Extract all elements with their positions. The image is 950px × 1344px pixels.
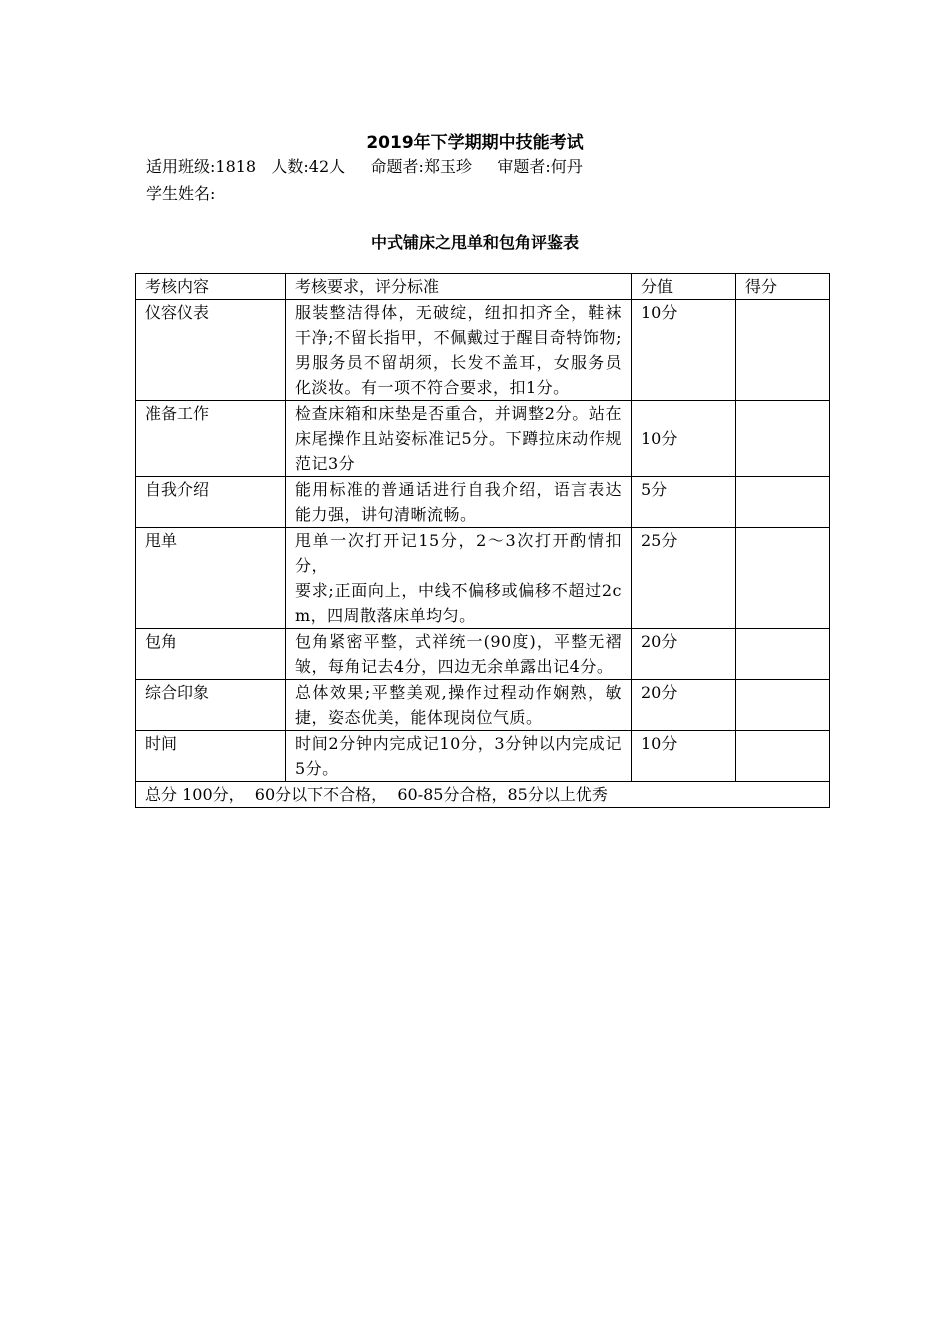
header-criteria: 考核要求，评分标准 <box>286 274 632 300</box>
row-got[interactable] <box>736 528 830 629</box>
row-item: 综合印象 <box>136 680 286 731</box>
row-criteria: 包角紧密平整，式祥统一(90度)，平整无褶皱，每角记去4分，四边无余单露出记4分。 <box>286 629 632 680</box>
table-row <box>136 528 830 629</box>
exam-title: 2019年下学期期中技能考试 <box>366 133 584 153</box>
row-criteria: 检查床箱和床垫是否重合，并调整2分。站在床尾操作且站姿标准记5分。下蹲拉床动作规范记3分 <box>286 401 632 477</box>
row-item: 甩单 <box>136 528 286 629</box>
row-criteria: 服装整洁得体，无破绽，纽扣扣齐全，鞋袜干净;不留长指甲，不佩戴过于醒目奇特饰物;男服务员不留胡须，长发不盖耳，女服务员化淡妆。有一项不符合要求，扣1分。 <box>286 300 632 401</box>
table-row <box>136 477 830 528</box>
header-score: 分值 <box>632 274 736 300</box>
row-score: 10分 <box>632 300 736 401</box>
header-item: 考核内容 <box>136 274 286 300</box>
row-got[interactable] <box>736 477 830 528</box>
row-got[interactable] <box>736 300 830 401</box>
table-row <box>136 680 830 731</box>
row-item: 仪容仪表 <box>136 300 286 401</box>
row-got[interactable] <box>736 680 830 731</box>
row-criteria: 时间2分钟内完成记10分，3分钟以内完成记5分。 <box>286 731 632 782</box>
row-item: 准备工作 <box>136 401 286 477</box>
row-criteria: 总体效果;平整美观,操作过程动作娴熟，敏捷，姿态优美，能体现岗位气质。 <box>286 680 632 731</box>
row-criteria: 能用标准的普通话进行自我介绍，语言表达能力强，讲句清晰流畅。 <box>286 477 632 528</box>
row-criteria <box>286 528 632 629</box>
table-row <box>136 300 830 401</box>
total-summary: 总分 100分， 60分以下不合格， 60-85分合格，85分以上优秀 <box>136 782 830 808</box>
row-item: 包角 <box>136 629 286 680</box>
table-row <box>136 731 830 782</box>
header-got: 得分 <box>736 274 830 300</box>
table-header-row <box>136 274 830 300</box>
table-row <box>136 401 830 477</box>
row-score: 10分 <box>632 401 736 477</box>
row-got[interactable] <box>736 401 830 477</box>
exam-info-line: 适用班级:1818 人数:42人 命题者:郑玉珍 审题者:何丹 <box>146 157 583 176</box>
row-score: 5分 <box>632 477 736 528</box>
criteria-line: 要求;正面向上，中线不偏移或偏移不超过2cm，四周散落床单均匀。 <box>295 581 622 625</box>
row-item: 时间 <box>136 731 286 782</box>
table-row <box>136 629 830 680</box>
criteria-line: 甩单一次打开记15分，2～3次打开酌情扣分， <box>295 531 622 575</box>
row-item: 自我介绍 <box>136 477 286 528</box>
table-footer-row <box>136 782 830 808</box>
row-got[interactable] <box>736 731 830 782</box>
row-score: 10分 <box>632 731 736 782</box>
student-name-line: 学生姓名: <box>146 184 216 203</box>
row-got[interactable] <box>736 629 830 680</box>
evaluation-table <box>135 273 830 808</box>
table-title: 中式铺床之甩单和包角评鉴表 <box>370 233 579 252</box>
row-score: 20分 <box>632 680 736 731</box>
row-score: 20分 <box>632 629 736 680</box>
row-score: 25分 <box>632 528 736 629</box>
